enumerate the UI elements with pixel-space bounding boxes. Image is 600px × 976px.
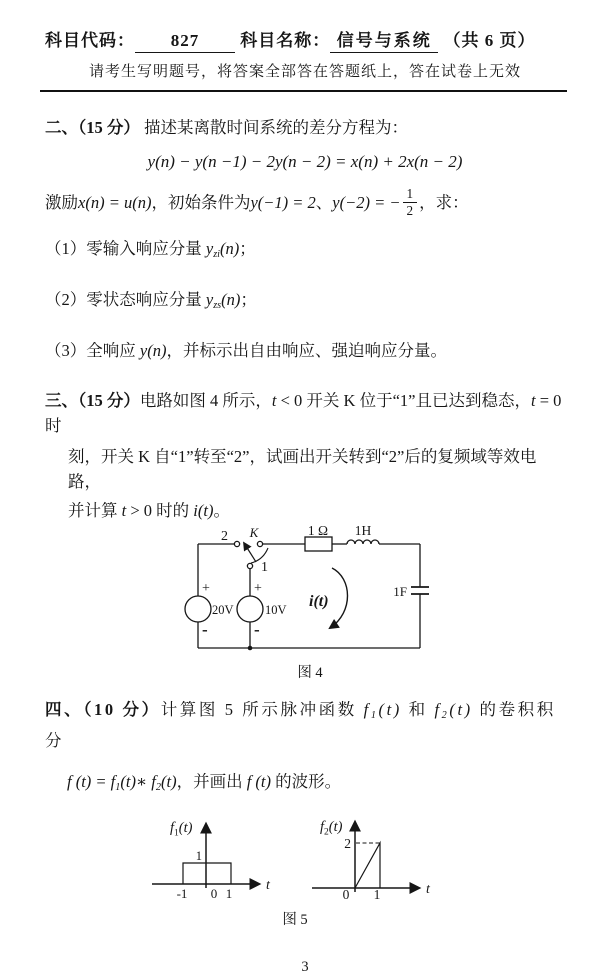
question2-given-conditions: 激励 x(n) = u(n) ，初始条件为 y(−1) = 2 、 y(−2) = − $\frac{1}{2}$ ，求： <box>45 185 469 218</box>
question4-line1: 四、（10 分）计算图 5 所示脉冲函数 f1(t) 和 f2(t) 的卷积积分 <box>45 700 556 751</box>
f1-peak-tick: 1 <box>195 849 202 864</box>
subject-code-label: 科目代码： <box>45 31 135 50</box>
exam-header <box>45 26 565 53</box>
terminal1-label: 1 <box>261 560 268 576</box>
question4-line2: f (t) = f1(t)∗ f2(t)，并画出 f (t) 的波形。 <box>67 772 342 794</box>
junction-dot <box>248 646 253 651</box>
question2-item-2: （2）零状态响应分量 yzs(n)； <box>45 290 257 312</box>
plus-10V: + <box>254 581 262 597</box>
resistor-label: 1 Ω <box>307 526 329 539</box>
f1-t-label: t <box>266 878 270 894</box>
inductor-1H <box>347 540 379 544</box>
terminal2-label: 2 <box>221 529 228 545</box>
capacitor-1F <box>411 587 429 594</box>
f1-function-label: $f_1(t)$ <box>170 820 193 839</box>
total-pages-note: （共 6 页） <box>443 31 536 50</box>
f2-peak-tick: 2 <box>344 836 351 852</box>
minus-20V: - <box>202 620 208 640</box>
f2-t-label: t <box>426 882 430 898</box>
source-20V <box>185 596 211 622</box>
header-divider <box>40 90 567 92</box>
f2-function-label: $f_2(t)$ <box>320 819 343 838</box>
current-loop-arrow <box>330 568 348 628</box>
plot-f2 <box>312 819 431 902</box>
f2-tick-1: 1 <box>373 887 381 903</box>
resistor-1ohm <box>305 537 332 551</box>
capacitor-label: 1F <box>393 584 407 600</box>
f2-ramp-shape <box>355 843 380 888</box>
subject-name-value: 信号与系统 <box>330 26 438 53</box>
question2-item-3: （3）全响应 y(n)，并标示出自由响应、强迫响应分量。 <box>45 341 447 361</box>
f1-tick-1: 1 <box>225 886 233 902</box>
source-10V-label: 10V <box>265 603 287 618</box>
plot-f1 <box>152 820 271 901</box>
f2-tick-0: 0 <box>342 887 350 903</box>
f1-pulse-shape <box>183 863 231 884</box>
inductor-label: 1H <box>354 526 372 539</box>
switch-blade <box>244 543 256 562</box>
question2-heading: 二、（15 分） 描述某离散时间系统的差分方程为： <box>45 118 408 137</box>
answer-sheet-notice: 请考生写明题号，将答案全部答在答题纸上，答在试卷上无效 <box>88 64 521 80</box>
question3-line3: 并计算 t > 0 时的 i(t)。 <box>68 501 230 521</box>
source-10V <box>237 596 263 622</box>
question2-difference-equation: y(n) − y(n −1) − 2y(n − 2) = x(n) + 2x(n − 2) <box>147 152 463 171</box>
figure5-caption: 图 5 <box>282 912 308 929</box>
question3-line1: 三、（15 分）电路如图 4 所示，t < 0 开关 K 位于“1”且已达到稳态，t = 0 时 <box>45 391 562 436</box>
current-label: i(t) <box>309 593 329 611</box>
subject-name-label: 科目名称： <box>240 31 331 50</box>
source-20V-label: 20V <box>212 603 234 618</box>
figure5-waveforms <box>140 808 450 908</box>
f1-tick-minus1: -1 <box>176 886 188 902</box>
plus-20V: + <box>202 581 210 597</box>
question3-line2: 刻，开关 K 自“1”转至“2”，试画出开关转到“2”后的复频域等效电路， <box>68 447 537 492</box>
switch-label: K <box>249 526 259 541</box>
minus-10V: - <box>254 620 260 640</box>
page-number: 3 <box>301 959 309 976</box>
f1-tick-0: 0 <box>210 886 218 902</box>
question2-item-1: （1）零输入响应分量 yzi(n)； <box>45 239 256 261</box>
figure4-caption: 图 4 <box>297 665 323 682</box>
subject-code-value: 827 <box>135 31 235 53</box>
figure4-circuit-diagram <box>150 526 470 661</box>
